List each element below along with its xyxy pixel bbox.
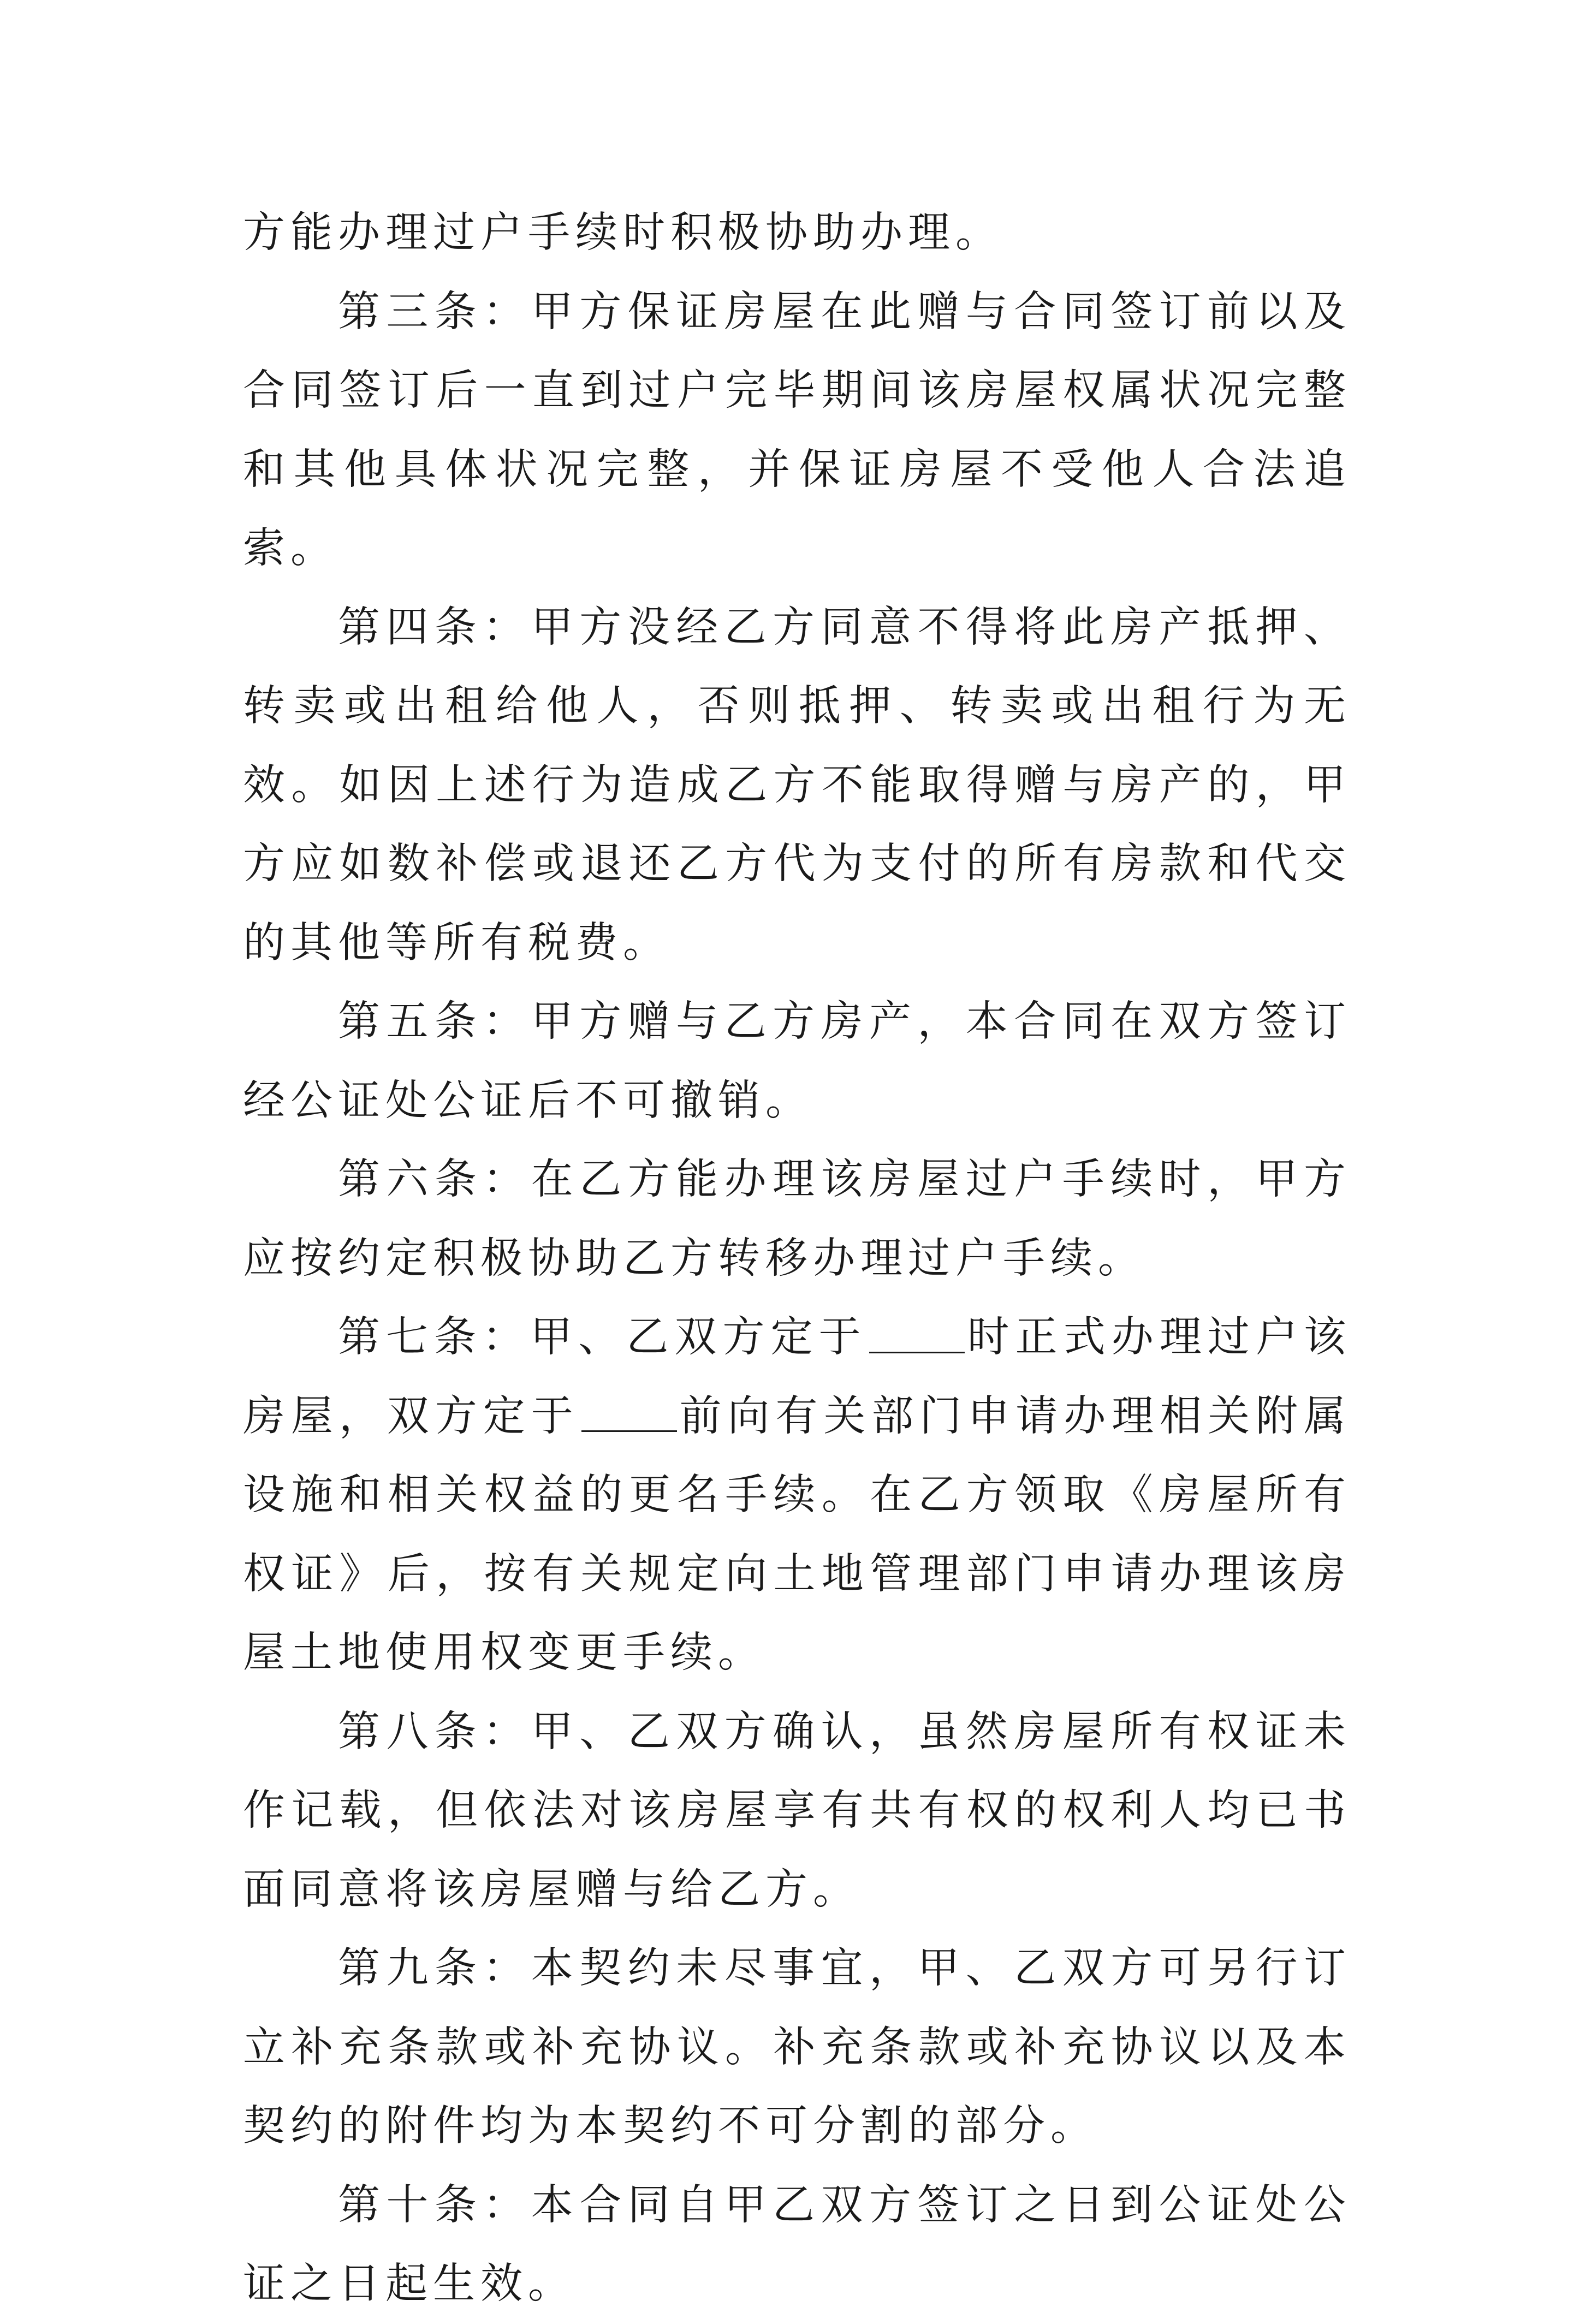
article-7-text-part1: 第七条：甲、乙双方定于	[338, 1313, 867, 1362]
article-7-text-part3: 前向有关部门申请办理相关附属设施和相关权益的更名手续。在乙方领取《房屋所有权证》后，按有关规定向土地管理部门申请办理该房屋土地使用权变更手续。	[243, 1392, 1352, 1677]
article-8: 第八条：甲、乙双方确认，虽然房屋所有权证未作记载，但依法对该房屋享有共有权的权利人均已书面同意将该房屋赠与给乙方。	[243, 1707, 1351, 1914]
article-7	[243, 1298, 1351, 1693]
article-7-text-part2: 时正式办理过户该房屋，双方定于	[243, 1313, 1351, 1441]
article-4: 第四条：甲方没经乙方同意不得将此房产抵押、转卖或出租给他人，否则抵押、转卖或出租行为无效。如因上述行为造成乙方不能取得赠与房产的，甲方应如数补偿或退还乙方代为支付的所有房款和代交的其他等所有税费。	[243, 603, 1351, 967]
blank-fill-line	[581, 1388, 677, 1432]
article-9: 第九条：本契约未尽事宜，甲、乙双方可另行订立补充条款或补充协议。补充条款或补充协议以及本契约的附件均为本契约不可分割的部分。	[243, 1944, 1351, 2150]
contract-body	[243, 194, 1351, 2324]
article-3: 第三条：甲方保证房屋在此赠与合同签订前以及合同签订后一直到过户完毕期间该房屋权属状况完整和其他具体状况完整，并保证房屋不受他人合法追索。	[243, 287, 1351, 573]
paragraph-continuation: 方能办理过户手续时积极协助办理。	[243, 209, 1003, 257]
blank-fill-line	[869, 1310, 965, 1353]
article-10: 第十条：本合同自甲乙双方签订之日到公证处公证之日起生效。	[243, 2180, 1351, 2308]
article-5: 第五条：甲方赠与乙方房产，本合同在双方签订经公证处公证后不可撤销。	[243, 997, 1351, 1125]
article-6: 第六条：在乙方能办理该房屋过户手续时，甲方应按约定积极协助乙方转移办理过户手续。	[243, 1155, 1351, 1283]
